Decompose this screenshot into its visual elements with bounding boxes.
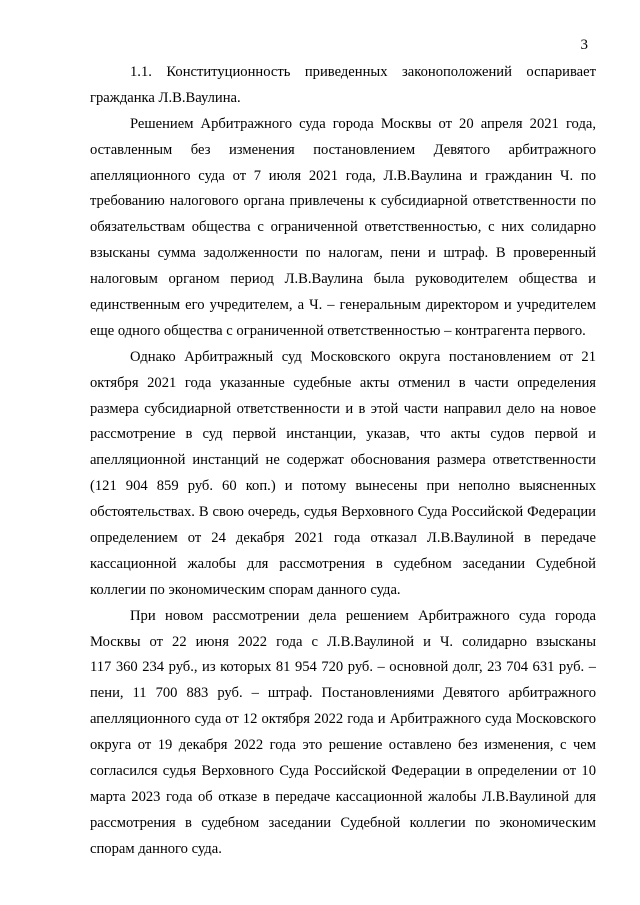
- text-line: обязательствам общества с ограниченной ответственностью, с них солидарно: [90, 219, 596, 236]
- text-line: единственным его учредителем, а Ч. – генеральным директором и учредителем: [90, 297, 596, 314]
- text-line: пени, 11 700 883 руб. – штраф. Постановлениями Девятого арбитражного: [90, 685, 596, 702]
- paragraph-1: [90, 60, 596, 112]
- text-line: (121 904 859 руб. 60 коп.) и потому вынесены при неполно выясненных: [90, 478, 596, 495]
- paragraph-4: [90, 604, 596, 863]
- text-line: размера субсидиарной ответственности и в этой части направил дело на новое: [90, 400, 596, 417]
- text-line: апелляционного суда от 12 октября 2022 года и Арбитражного суда Московского: [90, 711, 596, 728]
- text-line: требованию налогового органа привлечены к субсидиарной ответственности по: [90, 193, 596, 210]
- text-line: обстоятельствах. В свою очередь, судья Верховного Суда Российской Федерации: [90, 504, 596, 521]
- text-line: марта 2023 года об отказе в передаче кассационной жалобы Л.В.Ваулиной для: [90, 788, 596, 805]
- document-body: [90, 60, 596, 863]
- text-line: рассмотрения в судебном заседании Судебной коллегии по экономическим: [90, 814, 596, 831]
- text-line: согласился судья Верховного Суда Российской Федерации в определении от 10: [90, 763, 596, 780]
- text-line: кассационной жалобы для рассмотрения в судебном заседании Судебной: [90, 555, 596, 572]
- text-line: Однако Арбитражный суд Московского округа постановлением от 21: [130, 348, 596, 365]
- text-line: определением от 24 декабря 2021 года отказал Л.В.Ваулиной в передаче: [90, 530, 596, 547]
- text-line: коллегии по экономическим спорам данного суда.: [90, 581, 401, 598]
- text-line: апелляционной инстанций не содержат обоснования размера ответственности: [90, 452, 596, 469]
- paragraph-3: [90, 345, 596, 604]
- text-line: рассмотрение в суд первой инстанции, указав, что акты судов первой и: [90, 426, 596, 443]
- text-line: Решением Арбитражного суда города Москвы от 20 апреля 2021 года,: [130, 115, 596, 132]
- text-line: округа от 19 декабря 2022 года это решение оставлено без изменения, с чем: [90, 737, 596, 754]
- text-line: налоговым органом период Л.В.Ваулина была руководителем общества и: [90, 271, 596, 288]
- text-line: октября 2021 года указанные судебные акты отменил в части определения: [90, 374, 596, 391]
- text-line: гражданка Л.В.Ваулина.: [90, 89, 241, 106]
- text-line: 1.1. Конституционность приведенных законоположений оспаривает: [130, 64, 596, 80]
- text-line: еще одного общества с ограниченной ответственностью – контрагента первого.: [90, 322, 586, 339]
- text-line: апелляционного суда от 7 июля 2021 года, Л.В.Ваулина и гражданин Ч. по: [90, 167, 596, 184]
- text-line: спорам данного суда.: [90, 840, 222, 857]
- text-line: 117 360 234 руб., из которых 81 954 720 руб. – основной долг, 23 704 631 руб. –: [90, 659, 596, 676]
- page-number: 3: [580, 37, 588, 53]
- text-line: При новом рассмотрении дела решением Арбитражного суда города: [130, 607, 596, 624]
- paragraph-2: [90, 112, 596, 345]
- text-line: оставленным без изменения постановлением Девятого арбитражного: [90, 141, 596, 158]
- text-line: Москвы от 22 июня 2022 года с Л.В.Ваулиной и Ч. солидарно взысканы: [90, 633, 596, 650]
- text-line: взысканы сумма задолженности по налогам, пени и штраф. В проверенный: [90, 245, 596, 262]
